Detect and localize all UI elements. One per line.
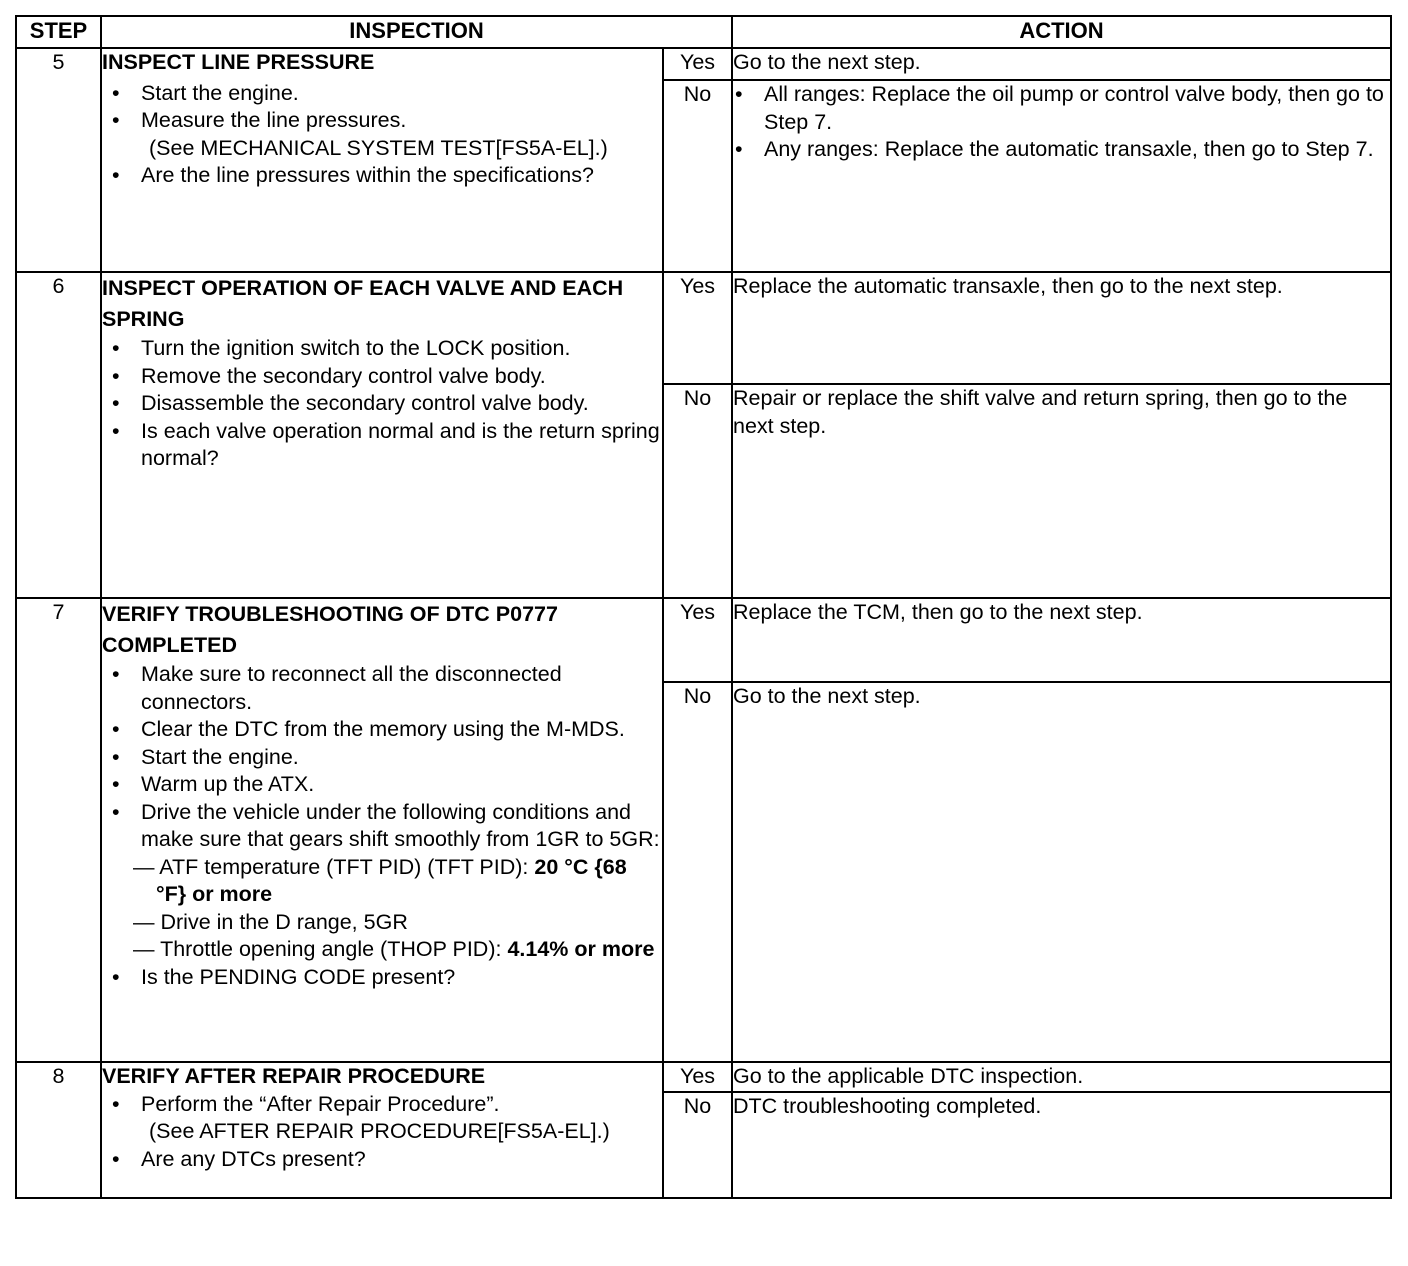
yes-action: Replace the TCM, then go to the next step. <box>732 598 1391 682</box>
step-inspection <box>101 272 663 598</box>
inspection-bullet: • Is the PENDING CODE present? <box>102 964 662 992</box>
step-number: 8 <box>16 1062 101 1198</box>
step-inspection <box>101 598 663 1062</box>
inspection-bullet: • Make sure to reconnect all the disconnected connectors. <box>102 661 662 716</box>
inspection-bullet: • Perform the “After Repair Procedure”. (See AFTER REPAIR PROCEDURE[FS5A-EL].) <box>102 1091 662 1146</box>
step-7-yes-row <box>16 598 1391 682</box>
step-inspection <box>101 1062 663 1198</box>
inspection-bullet: • Measure the line pressures. (See MECHANICAL SYSTEM TEST[FS5A-EL].) <box>102 107 662 162</box>
no-label: No <box>663 80 732 272</box>
step-title: INSPECT LINE PRESSURE <box>102 50 375 74</box>
inspection-bullet: • Warm up the ATX. <box>102 771 662 799</box>
yes-action: Go to the applicable DTC inspection. <box>732 1062 1391 1092</box>
action-bullet: • Any ranges: Replace the automatic transaxle, then go to Step 7. <box>725 136 1390 164</box>
see-reference: (See MECHANICAL SYSTEM TEST[FS5A-EL].) <box>149 135 608 160</box>
yes-label: Yes <box>663 272 732 384</box>
inspection-table <box>15 15 1392 1199</box>
step-number: 5 <box>16 48 101 272</box>
condition-list <box>102 854 662 964</box>
inspection-bullet: • Disassemble the secondary control valve body. <box>102 390 662 418</box>
no-action <box>732 80 1391 272</box>
step-inspection <box>101 48 663 272</box>
no-label: No <box>663 682 732 1062</box>
header-inspection: INSPECTION <box>101 16 732 48</box>
inspection-bullet: • Is each valve operation normal and is the return spring normal? <box>102 418 662 473</box>
no-action: Repair or replace the shift valve and return spring, then go to the next step. <box>732 384 1391 598</box>
see-reference: (See AFTER REPAIR PROCEDURE[FS5A-EL].) <box>149 1119 610 1143</box>
condition-item: — Drive in the D range, 5GR <box>133 909 408 934</box>
inspection-bullet: • Clear the DTC from the memory using the M-MDS. <box>102 716 662 744</box>
no-action: DTC troubleshooting completed. <box>732 1092 1391 1198</box>
step-number: 7 <box>16 598 101 1062</box>
header-row <box>16 16 1391 48</box>
yes-label: Yes <box>663 48 732 80</box>
condition-item: — ATF temperature (TFT PID) (TFT PID): 20 °C {68 °F} or more <box>133 854 627 906</box>
header-step: STEP <box>16 16 101 48</box>
step-title: VERIFY TROUBLESHOOTING OF DTC P0777 COMPLETED <box>102 602 558 657</box>
step-8-yes-row <box>16 1062 1391 1092</box>
inspection-bullet: • Drive the vehicle under the following conditions and make sure that gears shift smoothly from 1GR to 5GR: — ATF temperature (TFT PID) (TFT PID): 20 °C {68 °F} or more — Drive in the D range, 5GR — Throttle opening angle (THOP PID): 4.14% or more <box>102 799 662 964</box>
yes-label: Yes <box>663 598 732 682</box>
inspection-bullet: • Are the line pressures within the specifications? <box>102 162 662 190</box>
inspection-bullet: • Are any DTCs present? <box>102 1146 662 1174</box>
step-6-yes-row <box>16 272 1391 384</box>
inspection-bullet: • Start the engine. <box>102 80 662 108</box>
condition-item: — Throttle opening angle (THOP PID): 4.14% or more <box>133 937 655 961</box>
step-title: VERIFY AFTER REPAIR PROCEDURE <box>102 1064 486 1088</box>
inspection-bullet: • Start the engine. <box>102 744 662 772</box>
no-label: No <box>663 1092 732 1198</box>
step-number: 6 <box>16 272 101 598</box>
yes-action: Go to the next step. <box>732 48 1391 80</box>
step-title: INSPECT OPERATION OF EACH VALVE AND EACH SPRING <box>102 276 624 331</box>
no-label: No <box>663 384 732 598</box>
inspection-bullet: • Turn the ignition switch to the LOCK position. <box>102 335 662 363</box>
yes-label: Yes <box>663 1062 732 1092</box>
inspection-bullet: • Remove the secondary control valve body. <box>102 363 662 391</box>
header-action: ACTION <box>732 16 1391 48</box>
step-5-yes-row <box>16 48 1391 80</box>
action-bullet: • All ranges: Replace the oil pump or control valve body, then go to Step 7. <box>725 81 1390 136</box>
yes-action: Replace the automatic transaxle, then go to the next step. <box>732 272 1391 384</box>
no-action: Go to the next step. <box>732 682 1391 1062</box>
